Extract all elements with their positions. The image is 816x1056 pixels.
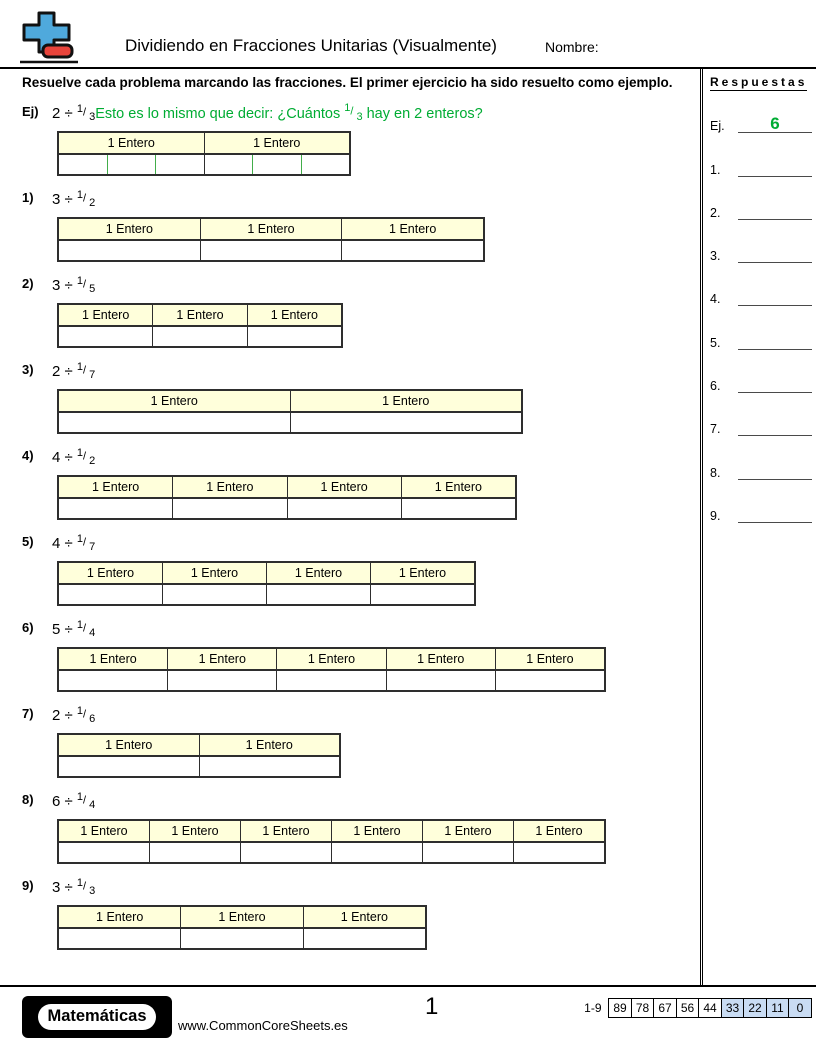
marking-row [59, 413, 521, 432]
problem-3 [22, 361, 694, 434]
score-cell: 56 [676, 998, 700, 1018]
whole-cell: 1 Entero [59, 649, 168, 669]
answers-title: Respuestas [710, 75, 808, 89]
fraction-marking-cell[interactable] [163, 585, 267, 604]
problem-header [22, 877, 694, 899]
whole-cell: 1 Entero [205, 133, 350, 153]
fraction-marking-cell[interactable] [173, 499, 287, 518]
problem-header [22, 189, 694, 211]
unit-fraction: $^1$/ $_2$ [76, 446, 96, 467]
fraction-marking-cell[interactable] [371, 585, 474, 604]
answer-blank[interactable] [738, 308, 812, 349]
answer-blank[interactable] [738, 482, 812, 523]
whole-cell: 1 Entero [248, 305, 341, 325]
problem-number: Ej) [22, 103, 39, 119]
fraction-marking-cell[interactable] [59, 929, 181, 948]
problem-number: 1) [22, 189, 34, 205]
fraction-marking-cell[interactable] [496, 671, 604, 690]
unit-fraction: $^1$/ $_2$ [76, 188, 96, 209]
whole-row [59, 477, 515, 499]
problems-list [22, 103, 694, 950]
whole-cell: 1 Entero [59, 219, 201, 239]
fraction-marking-cell[interactable] [201, 241, 343, 260]
answer-number: 1. [710, 162, 721, 177]
division-expression: 2 ÷ $^1$/ $_6$ [52, 704, 96, 725]
answer-blank[interactable] [738, 222, 812, 263]
fraction-bar [57, 561, 476, 606]
problem-header [22, 619, 694, 641]
website-url: www.CommonCoreSheets.es [178, 1018, 348, 1033]
score-cell: 22 [743, 998, 767, 1018]
unit-fraction: $^1$/ $_5$ [76, 274, 96, 295]
whole-cell: 1 Entero [59, 391, 291, 411]
footer [0, 985, 816, 1056]
answer-item [710, 93, 816, 136]
problem-7 [22, 705, 694, 778]
score-cell: 89 [608, 998, 632, 1018]
division-expression: 2 ÷ $^1$/ $_3$ [52, 102, 96, 123]
whole-cell: 1 Entero [277, 649, 386, 669]
fraction-marking-cell[interactable] [423, 843, 514, 862]
fraction-marking-cell[interactable] [248, 327, 341, 346]
name-label: Nombre: [545, 39, 599, 55]
problem-number: 8) [22, 791, 34, 807]
fraction-marking-cell[interactable] [59, 843, 150, 862]
answer-number: 6. [710, 379, 721, 394]
fraction-marking-cell[interactable] [342, 241, 483, 260]
whole-cell: 1 Entero [514, 821, 604, 841]
whole-cell: 1 Entero [59, 821, 150, 841]
whole-cell: 1 Entero [201, 219, 343, 239]
marking-row [59, 929, 425, 948]
marking-row [59, 499, 515, 518]
problem-number: 7) [22, 705, 34, 721]
fraction-marking-cell[interactable] [153, 327, 247, 346]
whole-cell: 1 Entero [181, 907, 303, 927]
whole-cell: 1 Entero [267, 563, 371, 583]
answer-number: 8. [710, 465, 721, 480]
problems-column [0, 69, 700, 985]
problem-number: 3) [22, 361, 34, 377]
problem-8 [22, 791, 694, 864]
score-cell: 0 [788, 998, 812, 1018]
brand-label: Matemáticas [38, 1004, 155, 1030]
fraction-marking-cell[interactable] [59, 327, 153, 346]
division-expression: 5 ÷ $^1$/ $_4$ [52, 618, 96, 639]
fraction-slash: / [83, 622, 87, 635]
fraction-marking-cell[interactable] [200, 757, 340, 776]
unit-fraction: $^1$/ $_4$ [76, 790, 96, 811]
answer-item [710, 439, 816, 482]
whole-cell: 1 Entero [387, 649, 496, 669]
fraction-marking-cell[interactable] [59, 499, 173, 518]
example-explanation: Esto es lo mismo que decir: ¿Cuántos $^1$/ $_3$ hay en 2 enteros? [95, 102, 483, 123]
whole-cell: 1 Entero [371, 563, 474, 583]
unit-fraction: $^1$/ $_7$ [76, 360, 96, 381]
marked-fraction-segment [205, 155, 254, 174]
answer-item [710, 180, 816, 223]
answer-blank[interactable] [738, 92, 812, 133]
whole-cell: 1 Entero [168, 649, 277, 669]
fraction-bar [57, 131, 351, 176]
division-expression: 3 ÷ $^1$/ $_3$ [52, 876, 96, 897]
answer-blank[interactable] [738, 179, 812, 220]
fraction-slash: / [83, 364, 87, 377]
problem-9 [22, 877, 694, 950]
fraction-marking-cell[interactable] [332, 843, 423, 862]
whole-cell: 1 Entero [304, 907, 425, 927]
marked-fraction-segment [156, 155, 204, 174]
problem-4 [22, 447, 694, 520]
problem-number: 2) [22, 275, 34, 291]
marking-row [59, 155, 349, 174]
unit-fraction: $^1$/ $_7$ [76, 532, 96, 553]
answer-blank[interactable] [738, 438, 812, 479]
whole-row [59, 133, 349, 155]
answer-item [710, 223, 816, 266]
marked-fraction-segment [108, 155, 157, 174]
problem-number: 4) [22, 447, 34, 463]
answer-item [710, 396, 816, 439]
marked-fraction-segment [253, 155, 302, 174]
whole-cell: 1 Entero [402, 477, 515, 497]
fraction-bar [57, 475, 517, 520]
whole-cell: 1 Entero [59, 907, 181, 927]
score-cell: 11 [766, 998, 790, 1018]
problem-header [22, 705, 694, 727]
answer-blank[interactable] [738, 395, 812, 436]
division-expression: 2 ÷ $^1$/ $_7$ [52, 360, 96, 381]
problem-2 [22, 275, 694, 348]
page-title: Dividiendo en Fracciones Unitarias (Visualmente) [125, 36, 497, 55]
problem-number: 9) [22, 877, 34, 893]
fraction-marking-cell[interactable] [205, 155, 350, 174]
fraction-marking-cell[interactable] [59, 241, 201, 260]
whole-cell: 1 Entero [291, 391, 522, 411]
score-cell: 78 [631, 998, 655, 1018]
answer-number: 3. [710, 249, 721, 264]
answer-number: Ej. [710, 119, 725, 134]
example-answer-value: 6 [770, 114, 780, 134]
whole-cell: 1 Entero [423, 821, 514, 841]
header [0, 0, 816, 67]
fraction-marking-cell[interactable] [59, 155, 205, 174]
whole-cell: 1 Entero [496, 649, 604, 669]
problem-ej [22, 103, 694, 176]
brand-logo [22, 996, 172, 1038]
answer-item [710, 483, 816, 526]
whole-cell: 1 Entero [241, 821, 332, 841]
score-cell: 33 [721, 998, 745, 1018]
marking-row [59, 757, 339, 776]
answer-item [710, 353, 816, 396]
whole-row [59, 821, 604, 843]
fraction-slash: / [83, 106, 87, 119]
whole-cell: 1 Entero [200, 735, 340, 755]
problem-header [22, 791, 694, 813]
fraction-bar [57, 905, 427, 950]
whole-cell: 1 Entero [163, 563, 267, 583]
fraction-slash: / [350, 105, 354, 118]
whole-cell: 1 Entero [59, 133, 205, 153]
fraction-slash: / [83, 794, 87, 807]
division-expression: 3 ÷ $^1$/ $_5$ [52, 274, 96, 295]
problem-1 [22, 189, 694, 262]
page-number: 1 [425, 993, 439, 1020]
instructions-text: Resuelve cada problema marcando las fracciones. El primer ejercicio ha sido resuelto como ejemplo. [22, 75, 673, 90]
score-cells [610, 998, 813, 1018]
fraction-marking-cell[interactable] [59, 757, 200, 776]
whole-cell: 1 Entero [59, 477, 173, 497]
fraction-bar [57, 389, 523, 434]
answer-number: 2. [710, 205, 721, 220]
marked-fraction-segment [59, 155, 108, 174]
problem-header [22, 103, 694, 125]
whole-row [59, 563, 474, 585]
fraction-marking-cell[interactable] [168, 671, 277, 690]
fraction-bar [57, 647, 606, 692]
unit-fraction: $^1$/ $_3$ [344, 102, 363, 123]
unit-fraction: $^1$/ $_6$ [76, 704, 96, 725]
score-strip [584, 998, 812, 1018]
whole-cell: 1 Entero [59, 735, 200, 755]
problem-number: 5) [22, 533, 34, 549]
fraction-marking-cell[interactable] [241, 843, 332, 862]
answers-list [710, 93, 816, 526]
whole-row [59, 305, 341, 327]
fraction-marking-cell[interactable] [59, 585, 163, 604]
marking-row [59, 843, 604, 862]
whole-row [59, 735, 339, 757]
answer-number: 9. [710, 508, 721, 523]
answer-blank[interactable] [738, 352, 812, 393]
unit-fraction: $^1$/ $_3$ [76, 102, 96, 123]
whole-row [59, 219, 483, 241]
marking-row [59, 327, 341, 346]
whole-cell: 1 Entero [342, 219, 483, 239]
marking-row [59, 671, 604, 690]
whole-cell: 1 Entero [153, 305, 247, 325]
answer-number: 4. [710, 292, 721, 307]
whole-cell: 1 Entero [150, 821, 241, 841]
unit-fraction: $^1$/ $_4$ [76, 618, 96, 639]
division-expression: 6 ÷ $^1$/ $_4$ [52, 790, 96, 811]
fraction-slash: / [83, 880, 87, 893]
fraction-marking-cell[interactable] [288, 499, 402, 518]
whole-cell: 1 Entero [173, 477, 287, 497]
fraction-marking-cell[interactable] [304, 929, 425, 948]
problem-number: 6) [22, 619, 34, 635]
answers-sidebar [700, 69, 816, 985]
fraction-marking-cell[interactable] [267, 585, 371, 604]
score-cell: 67 [653, 998, 677, 1018]
problem-header [22, 533, 694, 555]
marking-row [59, 241, 483, 260]
fraction-marking-cell[interactable] [59, 671, 168, 690]
whole-cell: 1 Entero [288, 477, 402, 497]
division-expression: 4 ÷ $^1$/ $_2$ [52, 446, 96, 467]
fraction-bar [57, 733, 341, 778]
whole-row [59, 391, 521, 413]
fraction-slash: / [83, 450, 87, 463]
division-expression: 4 ÷ $^1$/ $_7$ [52, 532, 96, 553]
fraction-bar [57, 217, 485, 262]
problem-header [22, 361, 694, 383]
fraction-marking-cell[interactable] [387, 671, 496, 690]
answer-item [710, 266, 816, 309]
fraction-marking-cell[interactable] [291, 413, 522, 432]
fraction-bar [57, 303, 343, 348]
answer-number: 5. [710, 335, 721, 350]
score-range-label: 1-9 [584, 1001, 602, 1015]
problem-6 [22, 619, 694, 692]
unit-fraction: $^1$/ $_3$ [76, 876, 96, 897]
answer-item [710, 309, 816, 352]
whole-cell: 1 Entero [59, 305, 153, 325]
fraction-slash: / [83, 192, 87, 205]
answer-blank[interactable] [738, 135, 812, 176]
content [0, 69, 816, 985]
answer-blank[interactable] [738, 265, 812, 306]
whole-cell: 1 Entero [59, 563, 163, 583]
whole-row [59, 649, 604, 671]
fraction-marking-cell[interactable] [402, 499, 515, 518]
marked-fraction-segment [302, 155, 350, 174]
fraction-marking-cell[interactable] [277, 671, 386, 690]
whole-row [59, 907, 425, 929]
answer-number: 7. [710, 422, 721, 437]
score-cell: 44 [698, 998, 722, 1018]
answer-item [710, 136, 816, 179]
whole-cell: 1 Entero [332, 821, 423, 841]
problem-5 [22, 533, 694, 606]
problem-header [22, 275, 694, 297]
fraction-slash: / [83, 708, 87, 721]
fraction-slash: / [83, 278, 87, 291]
fraction-marking-cell[interactable] [514, 843, 604, 862]
problem-header [22, 447, 694, 469]
fraction-slash: / [83, 536, 87, 549]
fraction-marking-cell[interactable] [181, 929, 303, 948]
marking-row [59, 585, 474, 604]
division-expression: 3 ÷ $^1$/ $_2$ [52, 188, 96, 209]
fraction-marking-cell[interactable] [150, 843, 241, 862]
plus-minus-logo-icon [18, 10, 80, 71]
fraction-marking-cell[interactable] [59, 413, 291, 432]
fraction-bar [57, 819, 606, 864]
